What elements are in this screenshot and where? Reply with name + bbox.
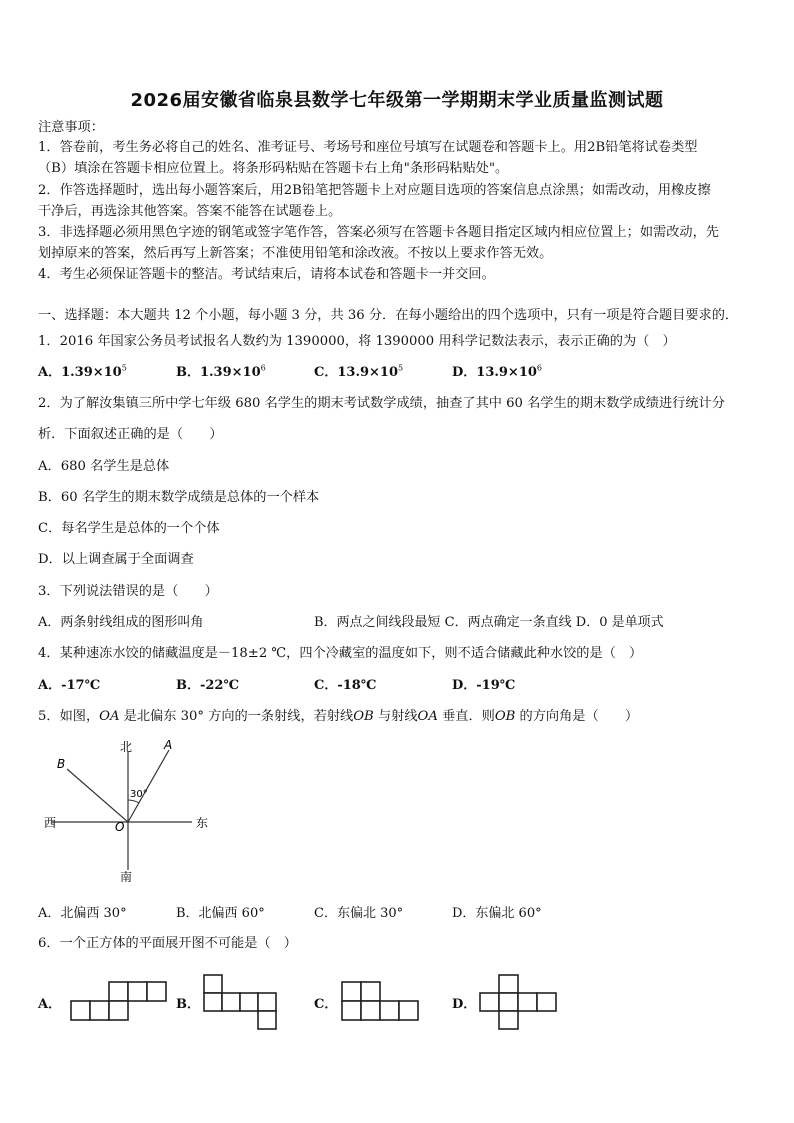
q4-option-b: B．-22℃: [176, 678, 240, 693]
angle-arc: [128, 800, 139, 803]
q5-option-b: B．北偏西 60°: [176, 906, 265, 921]
label-point-o: O: [115, 820, 125, 834]
q1-option-a: A．$1.39\times 10^5$: [38, 363, 127, 380]
label-angle: 30°: [130, 789, 148, 800]
q5-stem: 5．如图，OA 是北偏东 30° 方向的一条射线，若射线OB 与射线OA 垂直．则OB 的方向角是（ ）: [38, 709, 639, 724]
label-point-b: B: [57, 757, 66, 771]
q4-option-d: D．-19℃: [452, 678, 516, 693]
q2-stem-line2: 析．下面叙述正确的是（ ）: [38, 427, 223, 442]
q5-direction-figure: [40, 738, 220, 888]
q5-option-c: C．东偏北 30°: [314, 906, 404, 921]
q3-option-a: A．两条射线组成的图形叫角: [38, 615, 204, 630]
q6-net-b: [202, 973, 282, 1033]
notice-line-5: 3．非选择题必须用黑色字迹的钢笔或签字笔作答，答案必须写在答题卡各题目指定区域内相应位置上；如需改动，先: [38, 225, 719, 240]
notice-line-2: （B）填涂在答题卡相应位置上。将条形码粘贴在答题卡右上角"条形码粘贴处"。: [38, 161, 509, 176]
q6-net-a: [69, 981, 169, 1023]
q6-label-d: D．: [452, 997, 477, 1012]
q5-option-a: A．北偏西 30°: [38, 906, 127, 921]
label-point-a: A: [164, 738, 173, 752]
q2-stem-line1: 2．为了解汝集镇三所中学七年级 680 名学生的期末考试数学成绩，抽查了其中 60 名学生的期末数学成绩进行统计分: [38, 396, 725, 411]
q2-option-a: A．680 名学生是总体: [38, 459, 170, 474]
q1-option-c: C．$13.9\times 10^5$: [314, 363, 404, 380]
notice-line-6: 划掉原来的答案，然后再写上新答案；不准使用铅笔和涂改液。不按以上要求作答无效。: [38, 246, 553, 261]
q4-option-a: A．-17℃: [38, 678, 101, 693]
ray-oa: [128, 750, 169, 822]
notice-line-3: 2．作答选择题时，选出每小题答案后，用2B铅笔把答题卡上对应题目选项的答案信息点涂黑；如需改动，用橡皮擦: [38, 183, 711, 198]
q1-stem: 1．2016 年国家公务员考试报名人数约为 1390000，将 1390000 用科学记数法表示，表示正确的为（ ）: [38, 334, 676, 349]
notice-line-1: 1．答卷前，考生务必将自己的姓名、准考证号、考场号和座位号填写在试题卷和答题卡上。用2B铅笔将试卷类型: [38, 140, 698, 155]
q6-label-c: C．: [314, 997, 338, 1012]
label-south: 南: [120, 870, 133, 884]
label-east: 东: [196, 816, 209, 830]
q3-option-bcd: B．两点之间线段最短 C．两点确定一条直线 D．0 是单项式: [314, 615, 664, 630]
q1-option-b: B．$1.39\times 10^6$: [176, 363, 266, 380]
q6-net-d: [478, 973, 560, 1033]
q6-label-a: A．: [38, 997, 62, 1012]
q1-option-d: D．$13.9\times 10^6$: [452, 363, 543, 380]
q2-option-d: D．以上调查属于全面调查: [38, 552, 194, 567]
notice-line-4: 干净后，再选涂其他答案。答案不能答在试题卷上。: [38, 204, 342, 219]
notice-line-7: 4．考生必须保证答题卡的整洁。考试结束后，请将本试卷和答题卡一并交回。: [38, 267, 495, 282]
label-north: 北: [120, 740, 133, 754]
q4-stem: 4．某种速冻水饺的储藏温度是－18±2 ℃，四个冷藏室的温度如下，则不适合储藏此种水饺的是（ ）: [38, 646, 643, 661]
q5-option-d: D．东偏北 60°: [452, 906, 542, 921]
q4-option-c: C．-18℃: [314, 678, 377, 693]
q6-label-b: B．: [176, 997, 200, 1012]
section-heading: 一、选择题：本大题共 12 个小题，每小题 3 分，共 36 分．在每小题给出的四个选项中，只有一项是符合题目要求的．: [38, 308, 739, 323]
q2-option-b: B．60 名学生的期末数学成绩是总体的一个样本: [38, 490, 320, 505]
q6-stem: 6．一个正方体的平面展开图不可能是（ ）: [38, 936, 297, 951]
label-west: 西: [44, 816, 57, 830]
ray-ob: [67, 769, 128, 822]
q2-option-c: C．每名学生是总体的一个个体: [38, 521, 220, 536]
notice-heading: 注意事项：: [38, 120, 104, 135]
q3-stem: 3．下列说法错误的是（ ）: [38, 584, 218, 599]
page-title: 2026届安徽省临泉县数学七年级第一学期期末学业质量监测试题: [130, 90, 664, 111]
q6-net-c: [340, 981, 422, 1023]
